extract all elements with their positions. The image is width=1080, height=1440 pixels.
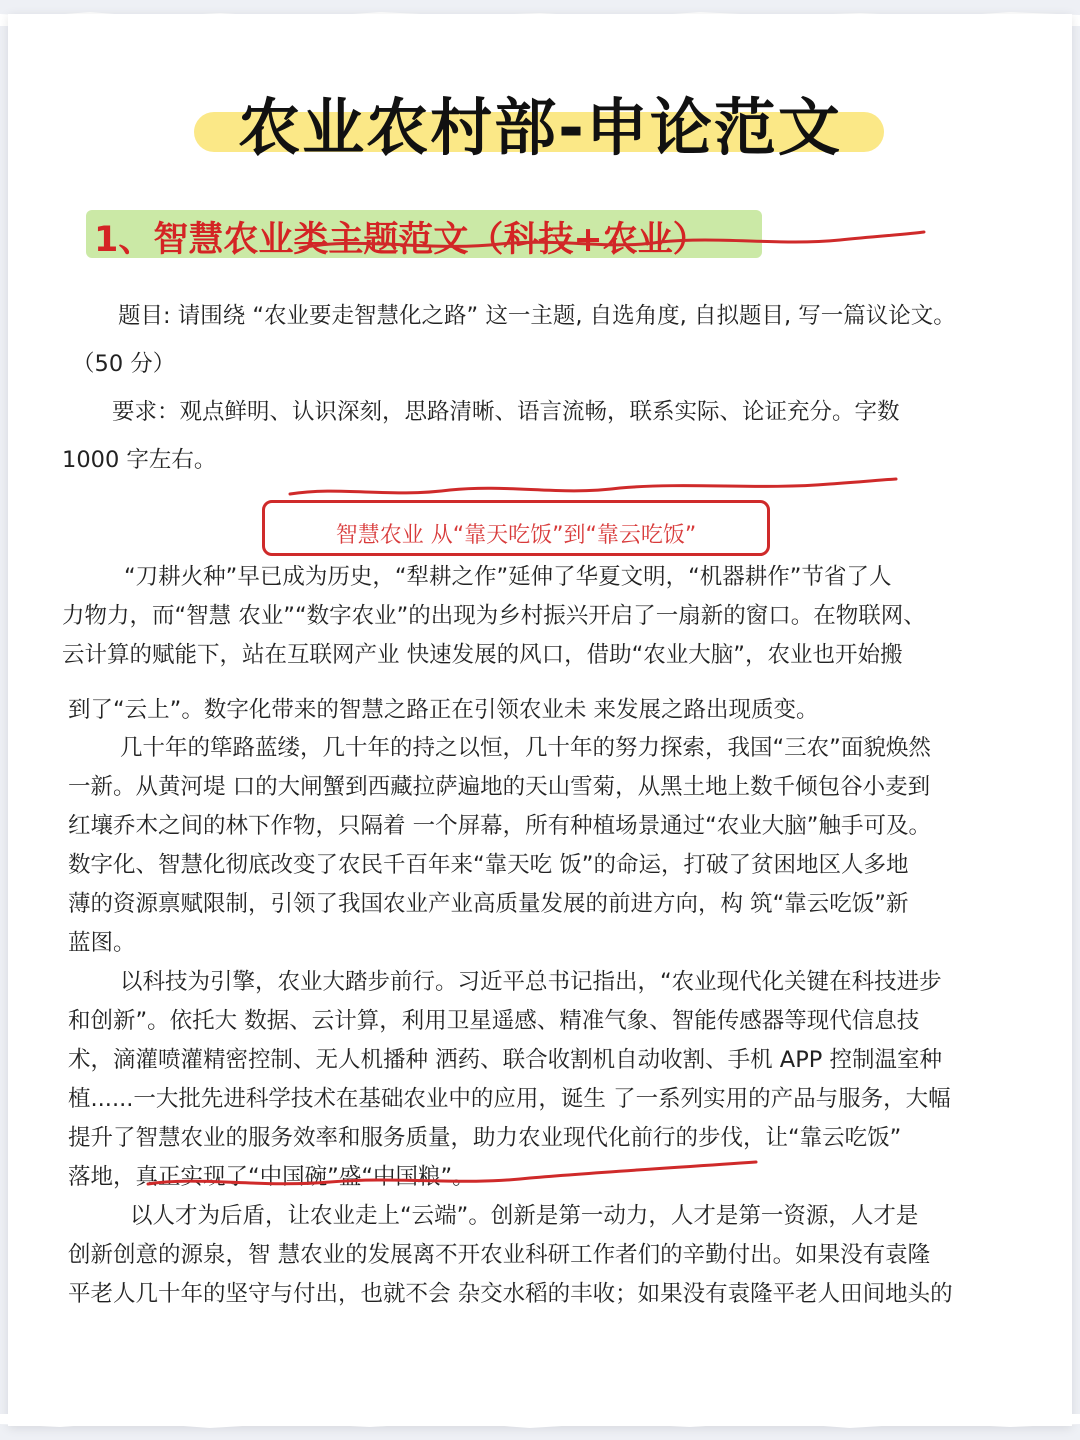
essay-line: 云计算的赋能下，站在互联网产业 快速发展的风口，借助“农业大脑”，农业也开始搬	[62, 642, 903, 668]
prompt-line: （50 分）	[72, 351, 176, 377]
essay-line: 以人才为后盾，让农业走上“云端”。创新是第一动力，人才是第一资源，人才是	[130, 1203, 919, 1229]
essay-line: 平老人几十年的坚守与付出，也就不会 杂交水稻的丰收；如果没有袁隆平老人田间地头的	[68, 1281, 953, 1307]
essay-line: “刀耕火种”早已成为历史，“犁耕之作”延伸了华夏文明，“机器耕作”节省了人	[124, 564, 892, 590]
essay-line: 一新。从黄河堤 口的大闸蟹到西藏拉萨遍地的天山雪菊，从黑土地上数千倾包谷小麦到	[68, 774, 931, 800]
prompt-line: 要求：观点鲜明、认识深刻，思路清晰、语言流畅，联系实际、论证充分。字数	[112, 399, 900, 425]
section-title: 1、智慧农业类主题范文（科技+农业）	[94, 220, 708, 260]
essay-line: 红壤乔木之间的林下作物，只隔着 一个屏幕，所有种植场景通过“农业大脑”触手可及。	[68, 813, 931, 839]
essay-line: 薄的资源禀赋限制，引领了我国农业产业高质量发展的前进方向，构 筑“靠云吃饭”新	[68, 891, 909, 917]
torn-edge-bottom	[0, 1414, 1080, 1440]
essay-line: 力物力，而“智慧 农业”“数字农业”的出现为乡村振兴开启了一扇新的窗口。在物联网、	[62, 603, 926, 629]
essay-line: 以科技为引擎，农业大踏步前行。习近平总书记指出，“农业现代化关键在科技进步	[120, 969, 942, 995]
page-title: 农业农村部-申论范文	[238, 91, 842, 164]
essay-line: 落地，真正实现了“中国碗”盛“中国粮”。	[68, 1164, 475, 1190]
essay-line: 蓝图。	[68, 930, 136, 956]
essay-line: 植......一大批先进科学技术在基础农业中的应用，诞生 了一系列实用的产品与服务，大幅	[68, 1086, 951, 1112]
essay-title: 智慧农业 从“靠天吃饭”到“靠云吃饭”	[335, 523, 697, 548]
essay-line: 几十年的筚路蓝缕，几十年的持之以恒，几十年的努力探索，我国“三农”面貌焕然	[120, 735, 931, 761]
prompt-line: 题目: 请围绕 “农业要走智慧化之路” 这一主题, 自选角度, 自拟题目, 写一篇议论文。	[118, 303, 956, 329]
essay-line: 提升了智慧农业的服务效率和服务质量，助力农业现代化前行的步伐，让“靠云吃饭”	[68, 1125, 902, 1151]
essay-line: 到了“云上”。数字化带来的智慧之路正在引领农业未 来发展之路出现质变。	[68, 697, 819, 723]
essay-line: 和创新”。依托大 数据、云计算，利用卫星遥感、精准气象、智能传感器等现代信息技	[68, 1008, 920, 1034]
essay-line: 术，滴灌喷灌精密控制、无人机播种 洒药、联合收割机自动收割、手机 APP 控制温室种	[68, 1047, 942, 1073]
prompt-line: 1000 字左右。	[62, 447, 217, 473]
essay-line: 数字化、智慧化彻底改变了农民千百年来“靠天吃 饭”的命运，打破了贫困地区人多地	[68, 852, 909, 878]
essay-line: 创新创意的源泉，智 慧农业的发展离不开农业科研工作者们的辛勤付出。如果没有袁隆	[68, 1242, 931, 1268]
